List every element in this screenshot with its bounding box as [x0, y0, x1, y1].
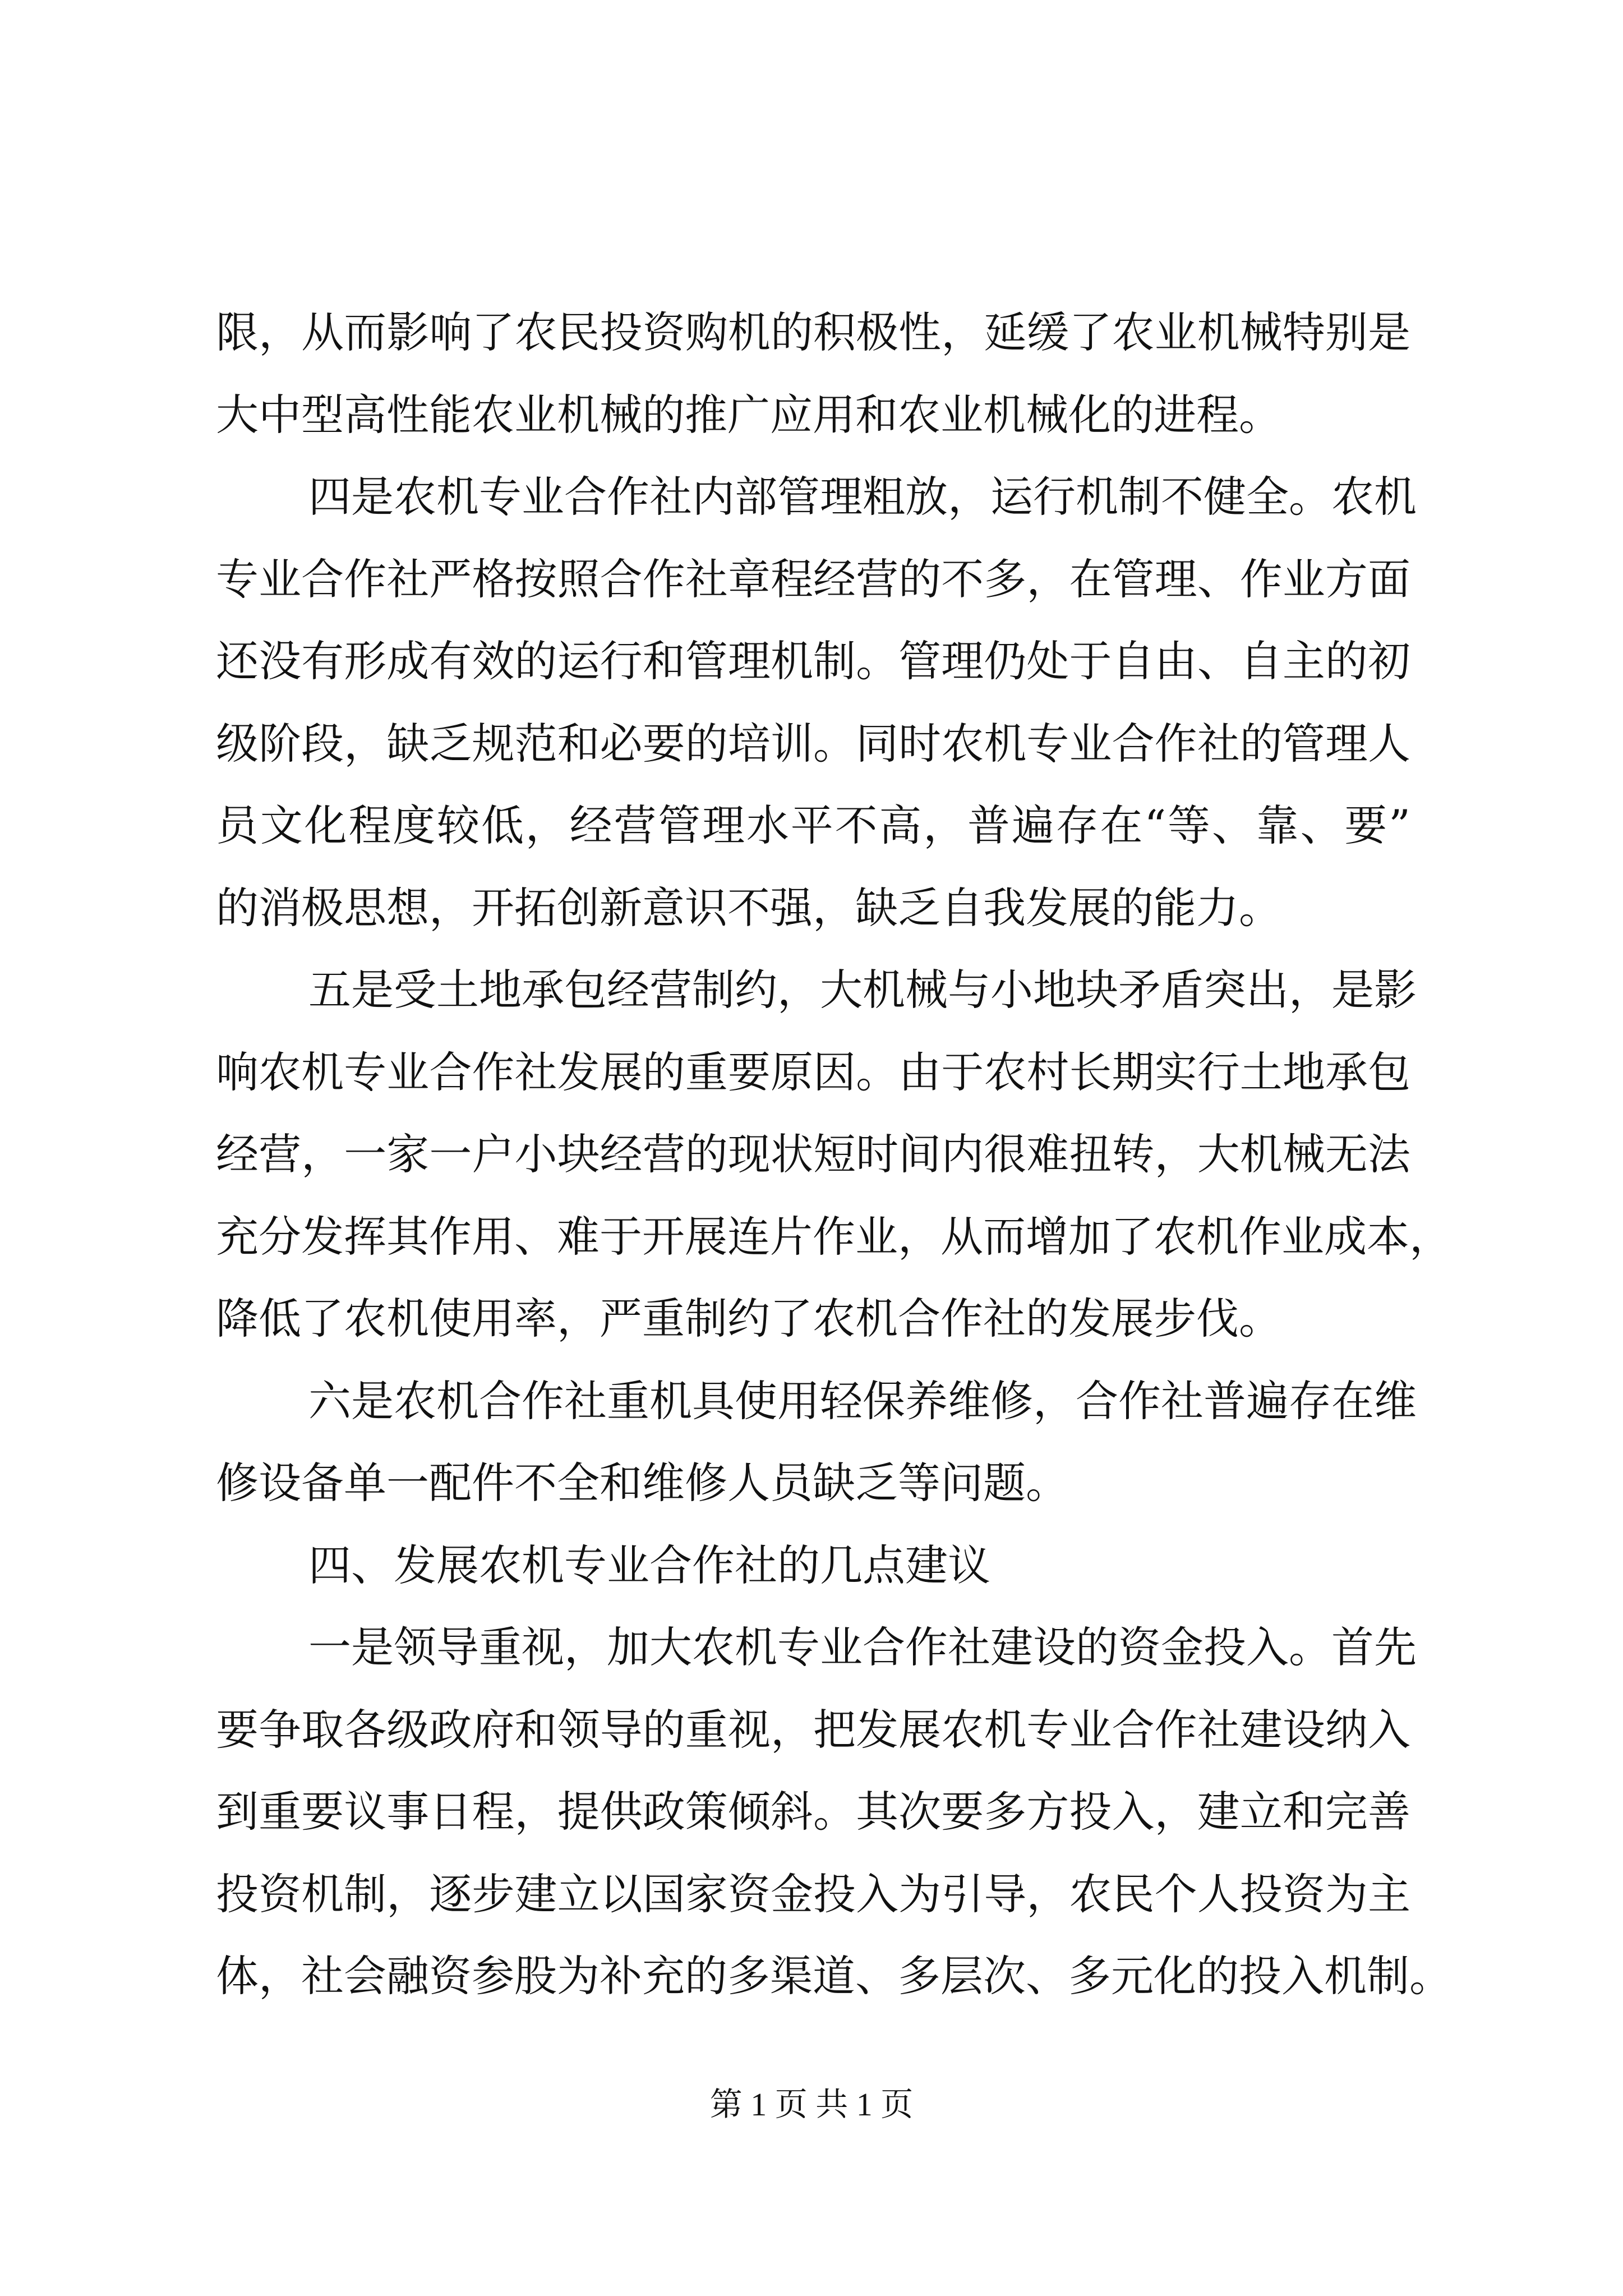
- text-line-content: 员文化程度较低，经营管理水平不高，普遍存在“等、靠、要”: [216, 800, 1410, 850]
- text-line: [216, 1278, 1410, 1360]
- document-body: [216, 292, 1452, 2018]
- text-line-content: 一是领导重视，加大农机专业合作社建设的资金投入。首先: [308, 1622, 1417, 1672]
- text-line-content: 要争取各级政府和领导的重视，把发展农机专业合作社建设纳入: [216, 1704, 1410, 1755]
- text-line: [216, 1771, 1410, 1853]
- text-line-content: 响农机专业合作社发展的重要原因。由于农村长期实行土地承包: [216, 1047, 1410, 1097]
- text-line-content: 四、发展农机专业合作社的几点建议: [308, 1540, 990, 1590]
- paragraph-start-line: [216, 456, 1417, 539]
- text-line: [216, 867, 1410, 950]
- text-line-content: 投资机制，逐步建立以国家资金投入为引导，农民个人投资为主: [216, 1869, 1410, 1919]
- text-line: [216, 374, 1410, 457]
- paragraph-start-line: [216, 1607, 1417, 1689]
- page-footer: [0, 2082, 1623, 2127]
- text-line-content: 专业合作社严格按照合作社章程经营的不多，在管理、作业方面: [216, 554, 1410, 604]
- text-line-content: 四是农机专业合作社内部管理粗放，运行机制不健全。农机: [308, 472, 1417, 522]
- text-line: [216, 292, 1410, 374]
- text-line: [216, 1689, 1410, 1772]
- text-line: [216, 620, 1410, 703]
- text-line-content: 充分发挥其作用、难于开展连片作业，从而增加了农机作业成本，: [216, 1211, 1452, 1262]
- text-line: [216, 1853, 1410, 1936]
- text-line: [216, 1114, 1410, 1196]
- text-line-content: 五是受土地承包经营制约，大机械与小地块矛盾突出，是影: [308, 965, 1417, 1015]
- text-line-content: 级阶段，缺乏规范和必要的培训。同时农机专业合作社的管理人: [216, 718, 1410, 769]
- text-line-content: 修设备单一配件不全和维修人员缺乏等问题。: [216, 1458, 1068, 1508]
- text-line: [216, 1935, 1452, 2018]
- text-line-content: 体，社会融资参股为补充的多渠道、多层次、多元化的投入机制。: [216, 1951, 1452, 2001]
- text-line: [216, 1442, 1410, 1525]
- text-line-content: 降低了农机使用率，严重制约了农机合作社的发展步伐。: [216, 1294, 1281, 1343]
- text-line-content: 经营，一家一户小块经营的现状短时间内很难扭转，大机械无法: [216, 1129, 1410, 1179]
- text-line-content: 到重要议事日程，提供政策倾斜。其次要多方投入，建立和完善: [216, 1787, 1410, 1837]
- text-line: [216, 785, 1410, 867]
- text-line-content: 大中型高性能农业机械的推广应用和农业机械化的进程。: [216, 389, 1281, 440]
- text-line-content: 限，从而影响了农民投资购机的积极性，延缓了农业机械特别是: [216, 307, 1410, 357]
- paragraph-start-line: [216, 949, 1417, 1032]
- text-line: [216, 1196, 1452, 1278]
- text-line-content: 还没有形成有效的运行和管理机制。管理仍处于自由、自主的初: [216, 636, 1410, 686]
- section-heading: [216, 1525, 1410, 1607]
- text-line: [216, 539, 1410, 621]
- text-line-content: 的消极思想，开拓创新意识不强，缺乏自我发展的能力。: [216, 882, 1281, 933]
- page-number-label: 第 1 页 共 1 页: [709, 2086, 914, 2123]
- paragraph-start-line: [216, 1360, 1417, 1443]
- text-line-content: 六是农机合作社重机具使用轻保养维修，合作社普遍存在维: [308, 1375, 1417, 1426]
- text-line: [216, 1032, 1410, 1114]
- text-line: [216, 703, 1410, 785]
